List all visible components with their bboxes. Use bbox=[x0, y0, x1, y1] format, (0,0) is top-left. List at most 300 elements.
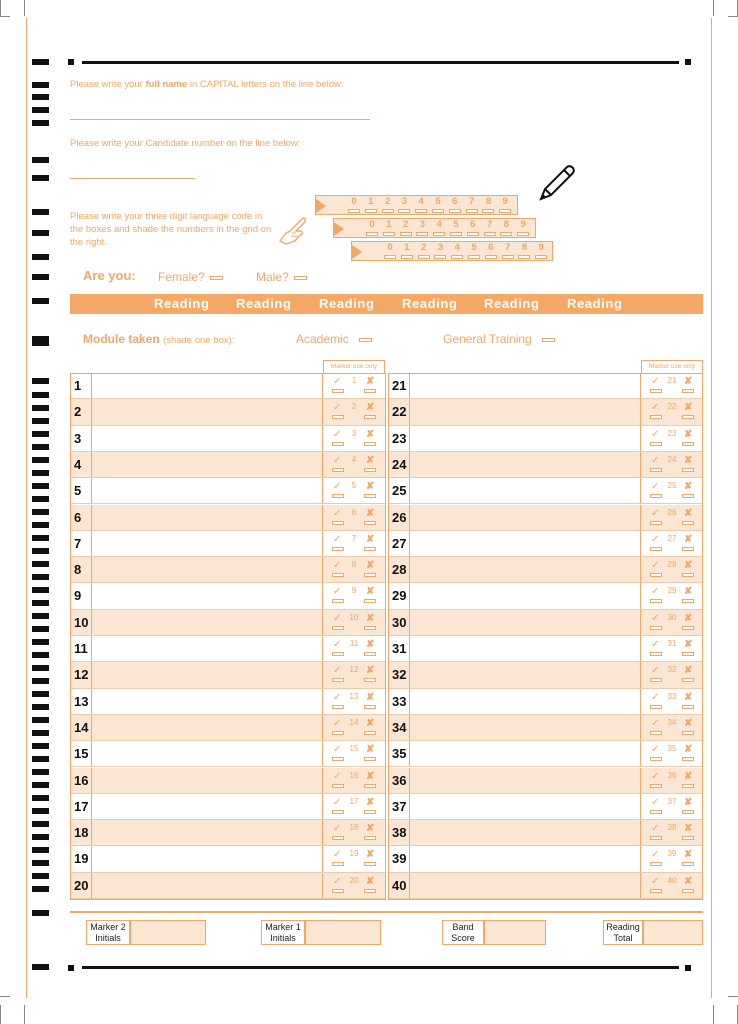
timing-mark bbox=[32, 600, 49, 606]
timing-mark bbox=[32, 639, 49, 645]
question-number: 7 bbox=[74, 535, 82, 551]
marker-question-number: 25 bbox=[667, 481, 677, 491]
timing-mark bbox=[32, 120, 49, 126]
question-number: 39 bbox=[392, 851, 407, 867]
digit-bubble[interactable] bbox=[518, 255, 530, 259]
cross-icon: ✘ bbox=[366, 665, 375, 677]
full-name-line[interactable] bbox=[70, 119, 370, 120]
question-number: 32 bbox=[392, 667, 407, 683]
marker-question-number: 23 bbox=[667, 428, 677, 438]
tick-icon: ✓ bbox=[651, 507, 660, 519]
cross-icon: ✘ bbox=[684, 875, 693, 887]
tick-icon: ✓ bbox=[651, 560, 660, 572]
timing-mark bbox=[32, 392, 49, 398]
digit-bubble[interactable] bbox=[450, 232, 462, 236]
cross-icon: ✘ bbox=[684, 481, 693, 493]
marker-question-number: 24 bbox=[667, 454, 677, 464]
cross-icon: ✘ bbox=[366, 428, 375, 440]
question-number: 24 bbox=[392, 456, 407, 472]
cross-icon: ✘ bbox=[366, 691, 375, 703]
crop-mark bbox=[24, 1005, 25, 1024]
digit-label: 2 bbox=[384, 196, 391, 207]
cross-icon: ✘ bbox=[366, 533, 375, 545]
crop-mark bbox=[0, 16, 10, 17]
question-number: 16 bbox=[74, 772, 89, 788]
banner-label: Reading bbox=[236, 296, 292, 311]
tick-icon: ✓ bbox=[651, 770, 660, 782]
timing-mark bbox=[32, 509, 49, 515]
marker-question-number: 39 bbox=[667, 849, 677, 859]
cross-icon: ✘ bbox=[366, 507, 375, 519]
academic-option[interactable]: Academic bbox=[296, 332, 372, 346]
digit-bubble[interactable] bbox=[382, 209, 394, 213]
tick-icon: ✓ bbox=[651, 428, 660, 440]
crop-mark bbox=[728, 996, 738, 997]
digit-bubble[interactable] bbox=[432, 209, 444, 213]
candidate-number-instruction: Please write your Candidate number on the line below: bbox=[70, 138, 301, 149]
tick-icon: ✓ bbox=[651, 849, 660, 861]
question-number: 21 bbox=[392, 378, 407, 393]
digit-label: 6 bbox=[470, 219, 476, 230]
digit-label: 7 bbox=[468, 196, 475, 207]
tick-icon: ✓ bbox=[333, 849, 342, 861]
language-digit-row-1[interactable] bbox=[315, 195, 518, 215]
timing-mark bbox=[32, 298, 49, 304]
marker-use-header-right: Marker use only bbox=[641, 360, 703, 373]
female-checkbox[interactable] bbox=[210, 276, 223, 280]
timing-mark bbox=[32, 769, 49, 775]
full-name-instruction: Please write your full name in CAPITAL letters on the line below: bbox=[70, 79, 344, 90]
digit-bubble[interactable] bbox=[398, 209, 410, 213]
tick-icon: ✓ bbox=[651, 665, 660, 677]
tick-icon: ✓ bbox=[651, 823, 660, 835]
marker-question-number: 1 bbox=[351, 376, 357, 385]
timing-mark bbox=[32, 418, 49, 424]
language-digit-row-3[interactable] bbox=[351, 241, 553, 261]
cross-icon: ✘ bbox=[366, 770, 375, 782]
digit-label: 1 bbox=[404, 242, 410, 253]
marker-question-number: 12 bbox=[349, 665, 359, 675]
digit-bubble[interactable] bbox=[383, 232, 395, 236]
crop-mark bbox=[0, 996, 10, 997]
band-score-label: Band Score bbox=[442, 920, 484, 945]
digit-label: 0 bbox=[369, 219, 375, 230]
marker-question-number: 18 bbox=[349, 823, 359, 833]
tick-icon: ✓ bbox=[333, 402, 342, 414]
timing-mark bbox=[32, 652, 49, 658]
timing-mark bbox=[32, 209, 49, 215]
cross-icon: ✘ bbox=[684, 744, 693, 756]
timing-mark bbox=[32, 470, 49, 476]
question-number: 19 bbox=[74, 851, 89, 867]
tick-icon: ✓ bbox=[651, 875, 660, 887]
timing-mark bbox=[32, 587, 49, 593]
marker-question-number: 19 bbox=[349, 849, 359, 859]
marker-question-number: 37 bbox=[667, 796, 677, 806]
pointing-hand-icon bbox=[276, 211, 308, 247]
tick-icon: ✓ bbox=[651, 691, 660, 703]
timing-mark bbox=[32, 378, 49, 384]
marker-question-number: 5 bbox=[351, 481, 357, 491]
marker-question-number: 13 bbox=[349, 691, 359, 701]
registration-mark bbox=[68, 965, 74, 971]
digit-bubble[interactable] bbox=[500, 232, 512, 236]
digit-label: 9 bbox=[520, 219, 526, 230]
digit-bubble[interactable] bbox=[467, 232, 479, 236]
digit-label: 3 bbox=[419, 219, 426, 230]
timing-mark bbox=[32, 834, 49, 840]
marker-question-number: 29 bbox=[667, 586, 677, 596]
tick-icon: ✓ bbox=[333, 376, 342, 387]
timing-mark bbox=[32, 678, 49, 684]
timing-mark bbox=[32, 795, 49, 801]
marker-question-number: 30 bbox=[667, 612, 677, 622]
question-number: 28 bbox=[392, 562, 407, 578]
timing-mark bbox=[32, 496, 49, 502]
digit-label: 6 bbox=[452, 196, 458, 207]
question-number: 35 bbox=[392, 746, 407, 762]
question-number: 1 bbox=[74, 378, 82, 393]
tick-icon: ✓ bbox=[651, 586, 660, 598]
timing-mark bbox=[32, 561, 49, 567]
timing-mark bbox=[32, 782, 49, 788]
timing-mark bbox=[32, 483, 49, 489]
marker-question-number: 20 bbox=[349, 875, 359, 885]
timing-mark bbox=[32, 431, 49, 437]
banner-label: Reading bbox=[567, 296, 623, 311]
marker-question-number: 28 bbox=[667, 560, 677, 570]
digit-bubble[interactable] bbox=[401, 255, 413, 259]
digit-bubble[interactable] bbox=[484, 232, 496, 236]
digit-label: 3 bbox=[401, 196, 408, 207]
question-number: 33 bbox=[392, 693, 407, 709]
question-number: 8 bbox=[74, 562, 82, 578]
marker-use-header-left: Marker use only bbox=[323, 360, 385, 373]
general-training-option[interactable]: General Training bbox=[443, 332, 555, 346]
tick-icon: ✓ bbox=[651, 612, 660, 624]
page-edge-left bbox=[26, 18, 27, 998]
timing-mark bbox=[32, 964, 49, 970]
general-training-checkbox[interactable] bbox=[542, 338, 555, 342]
tick-icon: ✓ bbox=[333, 770, 342, 782]
bottom-rule bbox=[82, 966, 679, 969]
digit-label: 2 bbox=[402, 219, 409, 230]
digit-bubble[interactable] bbox=[449, 209, 461, 213]
digit-label: 0 bbox=[387, 242, 393, 253]
cross-icon: ✘ bbox=[684, 428, 693, 440]
cross-icon: ✘ bbox=[684, 796, 693, 808]
registration-mark bbox=[685, 965, 691, 971]
timing-mark bbox=[32, 457, 49, 463]
question-number: 37 bbox=[392, 798, 407, 814]
timing-mark bbox=[32, 665, 49, 671]
marker-question-number: 21 bbox=[667, 376, 677, 385]
timing-mark bbox=[32, 626, 49, 632]
timing-mark bbox=[32, 59, 49, 65]
timing-mark bbox=[32, 847, 49, 853]
marker-question-number: 31 bbox=[667, 639, 677, 648]
marker-question-number: 16 bbox=[349, 770, 359, 780]
marker-question-number: 4 bbox=[351, 454, 357, 464]
digit-bubble[interactable] bbox=[451, 255, 463, 259]
digit-label: 7 bbox=[486, 219, 493, 230]
cross-icon: ✘ bbox=[366, 481, 375, 493]
registration-mark bbox=[685, 59, 691, 65]
digit-bubble[interactable] bbox=[499, 209, 511, 213]
banner-label: Reading bbox=[402, 296, 458, 311]
tick-icon: ✓ bbox=[651, 402, 660, 414]
tick-icon: ✓ bbox=[333, 875, 342, 887]
cross-icon: ✘ bbox=[684, 376, 693, 387]
question-number: 10 bbox=[74, 614, 89, 630]
module-taken-label: Module taken (shade one box): bbox=[83, 332, 235, 346]
tick-icon: ✓ bbox=[333, 507, 342, 519]
cross-icon: ✘ bbox=[684, 402, 693, 414]
cross-icon: ✘ bbox=[684, 533, 693, 545]
timing-mark bbox=[32, 704, 49, 710]
marker-question-number: 36 bbox=[667, 770, 677, 780]
candidate-number-line[interactable] bbox=[70, 178, 195, 179]
timing-mark bbox=[32, 254, 49, 260]
timing-mark bbox=[32, 756, 49, 762]
marker-question-number: 38 bbox=[667, 823, 677, 833]
marker1-initials-box[interactable] bbox=[305, 920, 381, 945]
marker2-initials-label: Marker 2 Initials bbox=[86, 920, 130, 945]
pencil-icon bbox=[537, 163, 577, 203]
tick-icon: ✓ bbox=[333, 691, 342, 703]
timing-mark bbox=[32, 574, 49, 580]
digit-label: 9 bbox=[538, 242, 544, 253]
digit-label: 9 bbox=[502, 196, 508, 207]
digit-label: 0 bbox=[351, 196, 357, 207]
page-edge-right bbox=[711, 18, 712, 998]
cross-icon: ✘ bbox=[684, 507, 693, 519]
digit-bubble[interactable] bbox=[400, 232, 412, 236]
tick-icon: ✓ bbox=[333, 454, 342, 466]
question-number: 38 bbox=[392, 825, 407, 841]
digit-label: 4 bbox=[436, 219, 442, 230]
timing-mark bbox=[32, 157, 49, 163]
timing-mark bbox=[32, 107, 49, 113]
tick-icon: ✓ bbox=[333, 560, 342, 572]
crop-mark bbox=[713, 0, 714, 16]
cross-icon: ✘ bbox=[684, 691, 693, 703]
registration-mark bbox=[68, 59, 74, 65]
male-checkbox[interactable] bbox=[294, 276, 307, 280]
digit-bubble[interactable] bbox=[466, 209, 478, 213]
cross-icon: ✘ bbox=[684, 823, 693, 835]
reading-total-label: Reading Total bbox=[603, 920, 643, 945]
question-number: 12 bbox=[74, 667, 89, 683]
question-number: 40 bbox=[392, 877, 407, 893]
banner-label: Reading bbox=[484, 296, 540, 311]
question-number: 9 bbox=[74, 588, 82, 604]
tick-icon: ✓ bbox=[333, 481, 342, 493]
digit-bubble[interactable] bbox=[415, 209, 427, 213]
marker-question-number: 32 bbox=[667, 665, 677, 675]
cross-icon: ✘ bbox=[366, 639, 375, 650]
timing-mark bbox=[32, 910, 49, 916]
timing-mark bbox=[32, 743, 49, 749]
digit-label: 1 bbox=[368, 196, 374, 207]
question-number: 15 bbox=[74, 746, 89, 762]
digit-bubble[interactable] bbox=[468, 255, 480, 259]
tick-icon: ✓ bbox=[651, 796, 660, 808]
tick-icon: ✓ bbox=[651, 639, 660, 650]
digit-label: 4 bbox=[454, 242, 460, 253]
question-number: 30 bbox=[392, 614, 407, 630]
question-number: 29 bbox=[392, 588, 407, 604]
tick-icon: ✓ bbox=[333, 612, 342, 624]
top-rule bbox=[82, 61, 679, 64]
timing-mark bbox=[32, 717, 49, 723]
banner-label: Reading bbox=[154, 296, 210, 311]
tick-icon: ✓ bbox=[651, 717, 660, 729]
crop-mark bbox=[0, 0, 1, 16]
marker-question-number: 34 bbox=[667, 717, 677, 727]
cross-icon: ✘ bbox=[366, 717, 375, 729]
question-number: 17 bbox=[74, 798, 89, 814]
tick-icon: ✓ bbox=[333, 428, 342, 440]
cross-icon: ✘ bbox=[366, 402, 375, 414]
question-number: 22 bbox=[392, 404, 407, 420]
question-number: 11 bbox=[74, 641, 88, 656]
tick-icon: ✓ bbox=[333, 796, 342, 808]
timing-mark bbox=[32, 873, 49, 879]
digit-label: 3 bbox=[437, 242, 444, 253]
digit-bubble[interactable] bbox=[502, 255, 514, 259]
timing-mark bbox=[32, 860, 49, 866]
cross-icon: ✘ bbox=[366, 454, 375, 466]
question-number: 34 bbox=[392, 719, 407, 735]
crop-mark bbox=[713, 1005, 714, 1024]
digit-label: 8 bbox=[503, 219, 510, 230]
marker2-initials-box[interactable] bbox=[130, 920, 206, 945]
digit-bubble[interactable] bbox=[485, 255, 497, 259]
crop-mark bbox=[728, 16, 738, 17]
digit-bubble[interactable] bbox=[517, 232, 529, 236]
question-number: 25 bbox=[392, 483, 407, 499]
cross-icon: ✘ bbox=[366, 586, 375, 598]
digit-bubble[interactable] bbox=[434, 255, 446, 259]
digit-bubble[interactable] bbox=[416, 232, 428, 236]
question-number: 31 bbox=[392, 641, 407, 656]
academic-checkbox[interactable] bbox=[359, 338, 372, 342]
question-number: 5 bbox=[74, 483, 82, 499]
cross-icon: ✘ bbox=[366, 823, 375, 835]
digit-label: 5 bbox=[471, 242, 477, 253]
tick-icon: ✓ bbox=[651, 481, 660, 493]
tick-icon: ✓ bbox=[333, 533, 342, 545]
crop-mark bbox=[24, 0, 25, 16]
question-number: 26 bbox=[392, 509, 407, 525]
cross-icon: ✘ bbox=[366, 560, 375, 572]
digit-label: 8 bbox=[521, 242, 528, 253]
reading-total-box[interactable] bbox=[643, 920, 703, 945]
table-border-left bbox=[70, 373, 386, 900]
timing-mark bbox=[32, 522, 49, 528]
marker-question-number: 8 bbox=[351, 560, 357, 570]
timing-mark bbox=[32, 82, 49, 88]
digit-bubble[interactable] bbox=[482, 209, 494, 213]
question-number: 27 bbox=[392, 535, 407, 551]
marker-question-number: 14 bbox=[349, 717, 359, 727]
table-border-right bbox=[388, 373, 703, 900]
timing-mark bbox=[32, 274, 49, 280]
cross-icon: ✘ bbox=[684, 665, 693, 677]
cross-icon: ✘ bbox=[366, 744, 375, 756]
marker-question-number: 15 bbox=[349, 744, 359, 754]
question-number: 3 bbox=[74, 430, 82, 446]
tick-icon: ✓ bbox=[333, 744, 342, 756]
digit-label: 7 bbox=[504, 242, 511, 253]
marker-question-number: 33 bbox=[667, 691, 677, 701]
timing-mark bbox=[32, 808, 49, 814]
digit-bubble[interactable] bbox=[348, 209, 360, 213]
timing-mark bbox=[32, 230, 49, 236]
timing-mark bbox=[32, 613, 49, 619]
question-number: 23 bbox=[392, 430, 407, 446]
timing-mark bbox=[32, 821, 49, 827]
cross-icon: ✘ bbox=[684, 770, 693, 782]
digit-bubble[interactable] bbox=[365, 209, 377, 213]
question-number: 4 bbox=[74, 456, 82, 472]
reading-banner bbox=[70, 294, 703, 314]
tick-icon: ✓ bbox=[333, 717, 342, 729]
digit-bubble[interactable] bbox=[418, 255, 430, 259]
timing-mark bbox=[32, 94, 49, 100]
digit-bubble[interactable] bbox=[384, 255, 396, 259]
marker-question-number: 2 bbox=[351, 402, 357, 412]
band-score-box[interactable] bbox=[484, 920, 546, 945]
marker-question-number: 35 bbox=[667, 744, 677, 754]
question-number: 2 bbox=[74, 404, 82, 420]
tick-icon: ✓ bbox=[651, 744, 660, 756]
digit-bubble[interactable] bbox=[366, 232, 378, 236]
digit-label: 2 bbox=[420, 242, 427, 253]
banner-label: Reading bbox=[319, 296, 375, 311]
marker-question-number: 6 bbox=[351, 507, 357, 517]
marker-question-number: 22 bbox=[667, 402, 677, 412]
tick-icon: ✓ bbox=[333, 665, 342, 677]
marker-question-number: 26 bbox=[667, 507, 677, 517]
digit-label: 1 bbox=[386, 219, 392, 230]
marker-question-number: 7 bbox=[351, 533, 357, 543]
digit-label: 5 bbox=[453, 219, 459, 230]
marker-question-number: 9 bbox=[351, 586, 357, 596]
marker-question-number: 10 bbox=[349, 612, 359, 622]
male-option[interactable]: Male? bbox=[256, 270, 307, 284]
digit-bubble[interactable] bbox=[433, 232, 445, 236]
are-you-label: Are you: bbox=[83, 268, 136, 283]
tick-icon: ✓ bbox=[333, 823, 342, 835]
question-number: 18 bbox=[74, 825, 89, 841]
timing-mark bbox=[32, 548, 49, 554]
cross-icon: ✘ bbox=[684, 454, 693, 466]
language-digit-row-2[interactable] bbox=[333, 218, 536, 238]
digit-bubble[interactable] bbox=[535, 255, 547, 259]
marker1-initials-label: Marker 1 Initials bbox=[261, 920, 305, 945]
marker-question-number: 3 bbox=[351, 428, 357, 438]
tick-icon: ✓ bbox=[651, 533, 660, 545]
question-number: 14 bbox=[74, 719, 89, 735]
timing-mark bbox=[32, 405, 49, 411]
cross-icon: ✘ bbox=[366, 849, 375, 861]
footer-rule bbox=[70, 911, 703, 913]
digit-label: 5 bbox=[435, 196, 441, 207]
marker-question-number: 11 bbox=[349, 639, 359, 648]
female-option[interactable]: Female? bbox=[158, 270, 223, 284]
